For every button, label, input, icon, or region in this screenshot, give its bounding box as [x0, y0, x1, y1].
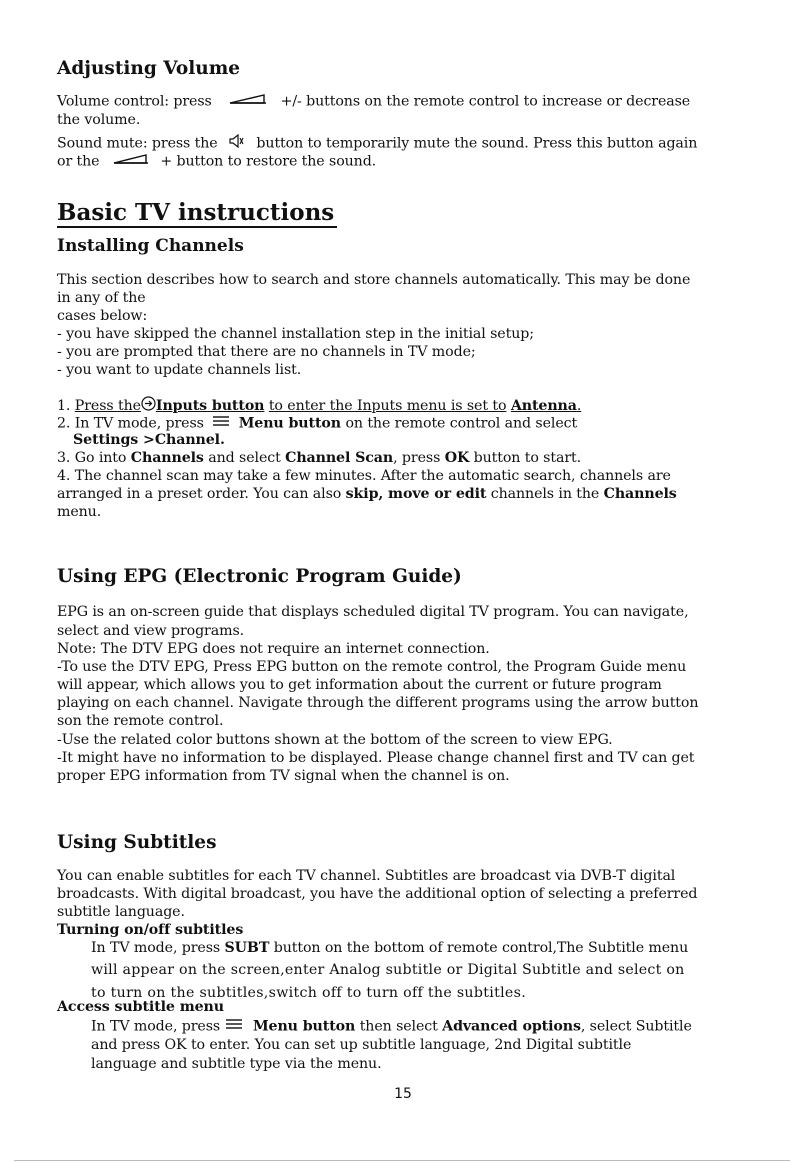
installing-p2: in any of the	[57, 290, 146, 306]
installing-p4: - you have skipped the channel installation step in the initial setup;	[57, 326, 534, 342]
heading-basic-tv-instructions: Basic TV instructions	[57, 199, 334, 226]
volume-line-4: or the + button to restore the sound.	[57, 153, 377, 170]
epg-line-3: Note: The DTV EPG does not require an internet connection.	[57, 641, 490, 657]
epg-line-5: will appear, which allows you to get information about the current or future program	[57, 677, 662, 693]
page-bottom-rule	[14, 1160, 790, 1161]
inputs-icon	[141, 396, 156, 416]
mute-speaker-icon	[228, 134, 244, 153]
volume-wedge-icon	[228, 93, 268, 110]
heading-underline	[57, 226, 337, 228]
installing-p1: This section describes how to search and store channels automatically. This may be done	[57, 272, 691, 288]
installing-p6: - you want to update channels list.	[57, 362, 302, 378]
epg-line-8: -Use the related color buttons shown at the bottom of the screen to view EPG.	[57, 732, 613, 748]
menu-icon	[225, 1018, 243, 1035]
turning-line-3: to turn on the subtitles,switch off to turn off the subtitles.	[91, 985, 527, 1001]
subheading-turning-on-off: Turning on/off subtitles	[57, 922, 244, 938]
subtitles-line-1: You can enable subtitles for each TV channel. Subtitles are broadcast via DVB-T digital	[57, 868, 676, 884]
subheading-access-subtitle-menu: Access subtitle menu	[57, 999, 224, 1015]
installing-p3: cases below:	[57, 308, 148, 324]
volume-line-2: the volume.	[57, 112, 141, 128]
epg-line-7: son the remote control.	[57, 713, 224, 729]
access-line-3: language and subtitle type via the menu.	[91, 1056, 382, 1072]
installing-step-4: 4. The channel scan may take a few minutes. After the automatic search, channels are	[57, 468, 671, 484]
volume-line-3: Sound mute: press the button to temporarily mute the sound. Press this button again	[57, 135, 698, 152]
installing-step-3: 3. Go into Channels and select Channel Scan, press OK button to start.	[57, 450, 582, 466]
turning-line-2: will appear on the screen,enter Analog subtitle or Digital Subtitle and select on	[91, 962, 685, 978]
heading-installing-channels: Installing Channels	[57, 236, 244, 256]
heading-adjusting-volume: Adjusting Volume	[57, 58, 241, 79]
epg-line-1: EPG is an on-screen guide that displays scheduled digital TV program. You can navigate,	[57, 604, 689, 620]
installing-step-4-cont: arranged in a preset order. You can also skip, move or edit channels in the Channels	[57, 486, 677, 502]
subtitles-line-3: subtitle language.	[57, 904, 185, 920]
installing-step-2-cont: Settings >Channel.	[73, 432, 225, 448]
epg-line-9: -It might have no information to be displayed. Please change channel first and TV can get	[57, 750, 695, 766]
menu-icon	[212, 415, 230, 432]
installing-step-4-end: menu.	[57, 504, 102, 520]
epg-line-4: -To use the DTV EPG, Press EPG button on the remote control, the Program Guide menu	[57, 659, 687, 675]
epg-line-2: select and view programs.	[57, 623, 245, 639]
access-line-1: In TV mode, press Menu button then select Advanced options, select Subtitle	[91, 1018, 692, 1035]
page-number: 15	[394, 1086, 412, 1102]
subtitles-line-2: broadcasts. With digital broadcast, you have the additional option of selecting a preferred	[57, 886, 698, 902]
heading-using-subtitles: Using Subtitles	[57, 832, 217, 853]
installing-step-2: 2. In TV mode, press Menu button on the remote control and select	[57, 415, 578, 432]
heading-using-epg: Using EPG (Electronic Program Guide)	[57, 566, 462, 587]
installing-step-1: 1. Press the Inputs button to enter the Inputs menu is set to Antenna.	[57, 398, 582, 414]
turning-line-1: In TV mode, press SUBT button on the bottom of remote control,The Subtitle menu	[91, 940, 689, 956]
epg-line-6: playing on each channel. Navigate through the different programs using the arrow button	[57, 695, 699, 711]
installing-p5: - you are prompted that there are no channels in TV mode;	[57, 344, 476, 360]
access-line-2: and press OK to enter. You can set up subtitle language, 2nd Digital subtitle	[91, 1037, 632, 1053]
volume-line-1: Volume control: press +/- buttons on the remote control to increase or decrease	[57, 93, 691, 110]
epg-line-10: proper EPG information from TV signal when the channel is on.	[57, 768, 510, 784]
volume-wedge-icon	[112, 153, 150, 170]
